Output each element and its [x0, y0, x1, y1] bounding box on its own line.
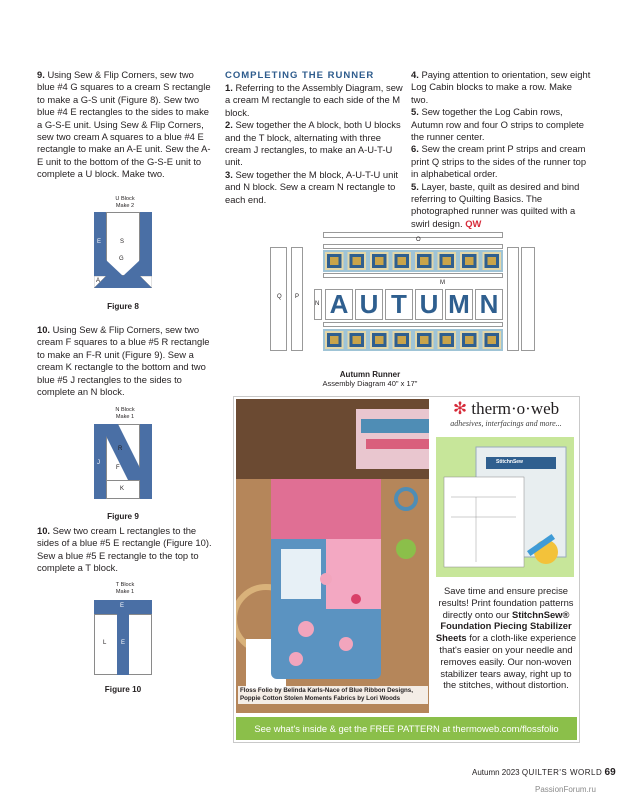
label-r: R [118, 446, 123, 452]
package-illustration [436, 437, 574, 577]
log-cabin-row-top [323, 250, 503, 272]
photo-caption-line-2: Poppie Cotton Stolen Moments Fabrics by Lori Woods [240, 695, 401, 702]
label-e-top: E [120, 603, 125, 609]
block-count: Make 1 [115, 588, 135, 595]
step-text: Sew the cream print P strips and cream print Q strips to the sides of the runner top in alphabetical order. [411, 143, 587, 180]
brand-tagline: adhesives, interfacings and more... [450, 419, 562, 428]
product-photo [236, 399, 429, 713]
step-number: 6. [411, 143, 419, 155]
figure-8-caption: Figure 8 [107, 302, 139, 311]
block-count: Make 1 [115, 413, 135, 420]
diagram-title: Autumn Runner [339, 370, 401, 379]
block-count: Make 2 [115, 202, 135, 209]
step-7 [411, 181, 591, 231]
step-text: Sew together the Log Cabin rows, Autumn row and four O strips to complete the runner center. [411, 106, 584, 143]
letter-m: M [445, 289, 473, 320]
free-pattern-banner[interactable]: See what's inside & get the FREE PATTERN at thermoweb.com/flossfolio [236, 717, 577, 740]
r-diagonal [106, 424, 140, 480]
label-n: N [315, 301, 320, 307]
page-footer [472, 767, 616, 778]
step-number: 2. [225, 119, 233, 131]
step-5 [411, 106, 591, 143]
brand-logo [434, 399, 578, 419]
label-e-stem: E [121, 640, 126, 646]
label-m: M [440, 280, 445, 286]
thermoweb-ad [233, 396, 580, 743]
figure-10-caption: Figure 10 [104, 685, 142, 694]
step-text: Paying attention to orientation, sew eight Log Cabin blocks to make a row. Make two. [411, 69, 591, 105]
block-name: U Block [115, 196, 135, 202]
step-number: 10. [37, 324, 51, 335]
step-text: Sew together the M block, A-U-T-U unit and N block. Sew a cream N rectangle to each end. [225, 168, 399, 205]
letter-u: U [355, 289, 383, 320]
label-j: J [97, 460, 100, 466]
letter-a: A [325, 289, 353, 320]
o-strip-4 [323, 322, 503, 327]
letter-t: T [385, 289, 413, 320]
step-text: Using Sew & Flip Corners, sew two blue #4 G squares to a cream S rectangle to make a G-S unit (Figure 8). Sew two blue #4 E rectangles to the sides to make a G-S-E unit. Using Sew & Flip Corners, sew two cream A squares to a blue #4 E rectangle to make an A-E unit. Sew the A-E unit to the bottom of the G-S-E unit to complete a U block. Make two. [37, 69, 211, 180]
label-p: P [295, 294, 300, 300]
step-2 [225, 119, 405, 169]
diagram-caption [290, 370, 450, 388]
col2-steps [225, 82, 405, 206]
figure-10-title [100, 582, 150, 595]
step-10a [37, 324, 213, 398]
step-9 [37, 69, 213, 181]
magazine-name: QUILTER'S WORLD [521, 768, 603, 777]
label-s: S [120, 239, 125, 245]
letter-u2: U [415, 289, 443, 320]
o-strip-1 [323, 232, 503, 238]
o-strip-3 [323, 273, 503, 278]
block-name: N Block [115, 407, 135, 413]
figure-9-n-block [94, 424, 152, 499]
step-6 [411, 143, 591, 180]
brand-name: therm·o·web [471, 399, 560, 418]
package-title: StitchnSew [496, 459, 523, 465]
step-number: 9. [37, 69, 45, 80]
figure-10-t-block [94, 600, 152, 675]
step-number: 1. [225, 82, 233, 93]
step-4 [411, 69, 591, 106]
step-number: 3. [225, 168, 233, 180]
brand-block [434, 399, 578, 428]
ad-product-name: StitchnSew® Foundation Piecing Stabilizer Sheets [435, 608, 572, 644]
block-name: T Block [115, 582, 135, 588]
step-text: Layer, baste, quilt as desired and bind referring to Quilting Basics. The photographed runner was quilted with a swirl design. [411, 180, 580, 229]
ad-body-intro: Save time and ensure precise results! Print foundation patterns directly onto our [438, 585, 574, 620]
step-text: Sew together the A block, both U blocks and the T block, alternating with three cream J rectangles, to make an A-U-T-U unit. [225, 119, 401, 168]
product-package [436, 437, 574, 577]
step-text: Referring to the Assembly Diagram, sew a cream M rectangle to each side of the M block. [225, 82, 403, 118]
step-1 [225, 82, 405, 119]
label-l: L [103, 640, 107, 646]
p-strip-right [507, 247, 519, 351]
figure-9-title [100, 407, 150, 420]
page-number: 69 [604, 767, 616, 778]
step-number: 4. [411, 69, 419, 80]
figure-8-u-block [94, 212, 152, 288]
ad-body-detail: for a cloth-like experience that's easier on your needle and removes easily. Our non-woven stabilizer tears away, right up to the stitches, without distortion. [439, 632, 577, 691]
snowflake-icon: ✻ [452, 399, 468, 418]
assembly-diagram [270, 232, 535, 364]
watermark: PassionForum.ru [535, 785, 596, 794]
log-cabin-row-bottom [323, 329, 503, 351]
label-g: G [119, 256, 124, 262]
step-10b [37, 525, 213, 575]
autumn-word-row [325, 289, 503, 320]
step-text: Using Sew & Flip Corners, sew two cream F squares to a blue #5 R rectangle to make an F-R unit (Figure 9). Sew a cream K rectangle to the bottom and two blue #5 J rectangles to the sides to complete an N block. [37, 324, 210, 398]
issue-label: Autumn 2023 [472, 768, 520, 777]
figure-8-title [100, 196, 150, 209]
a-corner-triangles [94, 276, 152, 288]
step-number: 5. [411, 106, 419, 118]
photo-caption [238, 686, 428, 704]
label-k: K [120, 486, 125, 492]
step-number: 5. [411, 180, 419, 192]
diagram-subtitle: Assembly Diagram 40" x 17" [322, 379, 418, 388]
label-q: Q [277, 294, 282, 300]
section-heading: COMPLETING THE RUNNER [225, 70, 375, 81]
end-mark: QW [465, 217, 482, 229]
figure-9-caption: Figure 9 [107, 512, 139, 521]
o-strip-2 [323, 244, 503, 249]
label-f: F [116, 465, 120, 471]
label-e: E [97, 239, 102, 245]
step-3 [225, 169, 405, 206]
ad-body [434, 585, 578, 691]
q-strip-right [521, 247, 535, 351]
step-number: 10. [37, 525, 51, 536]
label-a: A [96, 278, 101, 284]
letter-n: N [475, 289, 503, 320]
label-o: O [416, 237, 421, 243]
floss-folio-photo [236, 399, 429, 713]
col3-steps [411, 69, 591, 230]
step-text: Sew two cream L rectangles to the sides of a blue #5 E rectangle (Figure 10). Sew a blue #5 E rectangle to the top to complete a T block. [37, 525, 212, 574]
photo-caption-line-1: Floss Folio by Belinda Karls-Nace of Blue Ribbon Designs, [240, 687, 413, 694]
